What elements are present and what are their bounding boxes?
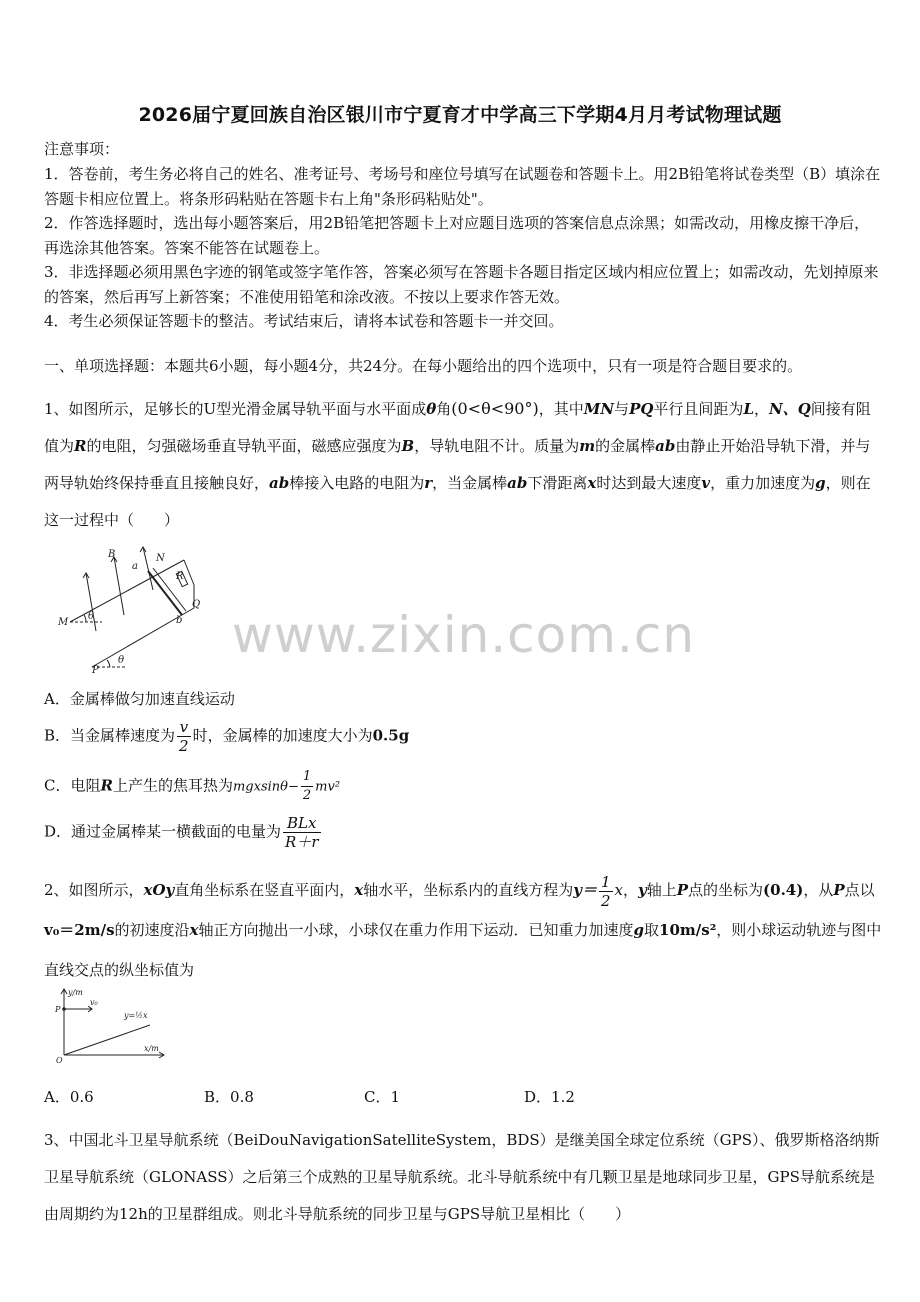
option-text: B．当金属棒速度为 — [44, 726, 176, 745]
fraction-num: v — [177, 718, 191, 737]
q2-option-c: C．1 — [364, 1088, 401, 1106]
q2-var: xOy — [143, 881, 175, 899]
q2-var: y — [638, 881, 647, 899]
q2-text: 2、如图所示， — [44, 881, 144, 899]
fraction — [599, 873, 613, 910]
q1-b: B — [401, 437, 415, 455]
fig-label: a — [132, 561, 138, 572]
q1-g: g — [815, 474, 826, 492]
q2-text: 点的坐标为 — [688, 881, 764, 899]
q1-ab: ab — [655, 437, 676, 455]
q2-text: 轴上 — [646, 881, 677, 899]
q1-range: (0<θ<90°) — [451, 399, 539, 418]
fig-label: B — [108, 549, 116, 560]
fig-label: θ — [88, 611, 95, 622]
q1-text: 与 — [614, 400, 630, 418]
q2-value: v₀＝2m/s — [44, 921, 115, 939]
q1-ab: ab — [269, 474, 290, 492]
fig-label: y=½x — [124, 1011, 148, 1020]
fraction-num: BLx — [283, 814, 320, 833]
notice-label: 注意事项： — [44, 140, 120, 158]
q2-text: ，从 — [803, 881, 834, 899]
q1-option-b — [44, 718, 409, 755]
q1-text: 下滑距离 — [527, 474, 588, 492]
q2-text: 轴水平，坐标系内的直线方程为 — [363, 881, 574, 899]
option-text: C．电阻 — [44, 776, 101, 795]
q1-text: ，导轨电阻不计。质量为 — [414, 437, 580, 455]
q2-option-d: D．1.2 — [524, 1088, 575, 1106]
question-1 — [44, 390, 882, 539]
q1-pq: PQ — [629, 400, 654, 418]
fraction-den: R＋r — [285, 833, 319, 851]
q1-ab: ab — [507, 474, 528, 492]
q1-text: 间接有阻值为 — [44, 400, 871, 455]
q1-r: R — [74, 437, 87, 455]
q2-option-a: A．0.6 — [44, 1088, 94, 1106]
notice-item: 4．考生必须保证答题卡的整洁。考试结束后，请将本试卷和答题卡一并交回。 — [44, 312, 564, 330]
q2-text: 轴正方向抛出一小球，小球仅在重力作用下运动．已知重力加速度 — [198, 921, 634, 939]
q2-var: P — [676, 881, 689, 899]
fig-label: Q — [192, 599, 201, 610]
q2-var: x — [354, 881, 364, 899]
q1-text: 角 — [436, 400, 452, 418]
q1-text: ，则在这一过程中（ ） — [44, 474, 871, 529]
fig-label: y/m — [68, 988, 83, 997]
q1-option-d — [44, 814, 323, 851]
q1-m: m — [579, 437, 596, 455]
q1-text: ，当金属棒 — [432, 474, 508, 492]
q1-text: ， — [753, 400, 769, 418]
q2-text: ， — [623, 881, 639, 899]
q2-value: 10m/s² — [659, 921, 717, 939]
notice-item: 1．答卷前，考生务必将自己的姓名、准考证号、考场号和座位号填写在试题卷和答题卡上。用2B铅笔将试卷类型（B）填涂在答题卡相应位置上。将条形码粘贴在答题卡右上角"条形码粘贴处"。 — [44, 165, 881, 208]
q1-v: v — [701, 474, 711, 492]
q1-rail-diagram — [52, 545, 212, 675]
q2-text: 的初速度沿 — [114, 921, 190, 939]
option-text: D．通过金属棒某一横截面的电量为 — [44, 822, 282, 841]
notice-item: 3．非选择题必须用黑色字迹的钢笔或签字笔作答，答案必须写在答题卡各题目指定区域内相应位置上；如需改动，先划掉原来的答案，然后再写上新答案；不准使用铅笔和涂改液。不按以上要求作答无效。 — [44, 263, 879, 306]
option-value: 0.5g — [372, 726, 410, 745]
fig-label: b — [176, 615, 183, 626]
q1-l: L — [743, 400, 754, 418]
fraction-den: 2 — [302, 788, 312, 803]
q1-x: x — [587, 474, 597, 492]
question-3: 3、中国北斗卫星导航系统（BeiDouNavigationSatelliteSystem，BDS）是继美国全球定位系统（GPS）、俄罗斯格洛纳斯卫星导航系统（GLONASS）之后第三个成熟的卫星导航系统。北斗导航系统中有几颗卫星是地球同步卫星，GPS导航系统是由周期约为12h的卫星群组成。则北斗导航系统的同步卫星与GPS导航卫星相比（ ） — [44, 1131, 880, 1223]
q1-nq: N、Q — [769, 400, 811, 418]
q1-text: 的电阻，匀强磁场垂直导轨平面，磁感应强度为 — [86, 437, 402, 455]
fraction-den: 2 — [600, 891, 611, 910]
q1-text: 1、如图所示，足够长的U型光滑金属导轨平面与水平面成 — [44, 400, 427, 418]
option-text: 上产生的焦耳热为 — [112, 776, 233, 795]
fig-label: v₀ — [90, 998, 98, 1007]
option-var: R — [100, 776, 113, 795]
q2-text: 点以 — [844, 881, 875, 899]
q2-var: x — [614, 881, 623, 899]
q1-option-c — [44, 768, 340, 805]
watermark: www.zixin.com.cn — [232, 606, 696, 664]
fig-label: N — [156, 553, 165, 564]
q1-text: 由静止开始沿导轨下滑，并与两导轨始终保持垂直且接触良好， — [44, 437, 871, 492]
q2-text: ，则小球运动轨迹与图中直线交点的纵坐标值为 — [44, 921, 882, 979]
fig-label: M — [58, 617, 69, 628]
fraction-num: 1 — [600, 872, 611, 891]
q1-text: 棒接入电路的电阻为 — [289, 474, 425, 492]
fig-label: x/m — [144, 1044, 159, 1053]
q2-option-b: B．0.8 — [204, 1088, 254, 1106]
fig-label: P — [92, 665, 99, 675]
q1-text: 时达到最大速度 — [596, 474, 702, 492]
q2-axes-diagram — [52, 985, 172, 1065]
fraction — [177, 718, 191, 755]
section-heading: 一、单项选择题：本题共6小题，每小题4分，共24分。在每小题给出的四个选项中，只有一项是符合题目要求的。 — [44, 357, 803, 375]
q2-var: y＝ — [573, 881, 597, 899]
q2-var: x — [189, 921, 199, 939]
q2-value: (0.4) — [763, 881, 804, 899]
q1-text: ，其中 — [538, 400, 584, 418]
page-title: 2026届宁夏回族自治区银川市宁夏育才中学高三下学期4月月考试物理试题 — [138, 104, 782, 126]
q1-r-small: r — [424, 474, 433, 492]
q2-var: P — [833, 881, 845, 899]
notice-list — [44, 162, 884, 334]
q1-text: 的金属棒 — [595, 437, 656, 455]
option-expr: mv² — [315, 779, 341, 795]
q1-theta: θ — [426, 400, 437, 418]
fig-label: R — [176, 571, 184, 582]
question-2 — [44, 870, 882, 990]
notice-item: 2．作答选择题时，选出每小题答案后，用2B铅笔把答题卡上对应题目选项的答案信息点涂黑；如需改动，用橡皮擦干净后，再选涂其他答案。答案不能答在试题卷上。 — [44, 214, 870, 257]
option-text: 时，金属棒的加速度大小为 — [192, 726, 373, 745]
fraction-den: 2 — [179, 737, 189, 755]
q2-text: 取 — [644, 921, 660, 939]
fig-label: θ — [118, 655, 125, 666]
fraction — [301, 768, 313, 805]
q1-option-a: A．金属棒做匀加速直线运动 — [44, 690, 235, 708]
q2-text: 直角坐标系在竖直平面内， — [174, 881, 355, 899]
fraction-num: 1 — [301, 768, 313, 787]
option-expr: mgxsinθ− — [232, 779, 299, 795]
fraction — [283, 814, 320, 851]
q1-mn: MN — [583, 400, 615, 418]
q1-text: ，重力加速度为 — [710, 474, 816, 492]
q1-text: 平行且间距为 — [653, 400, 744, 418]
q2-var: g — [633, 921, 645, 939]
fig-label: O — [56, 1056, 63, 1065]
fig-label: P — [55, 1005, 61, 1014]
